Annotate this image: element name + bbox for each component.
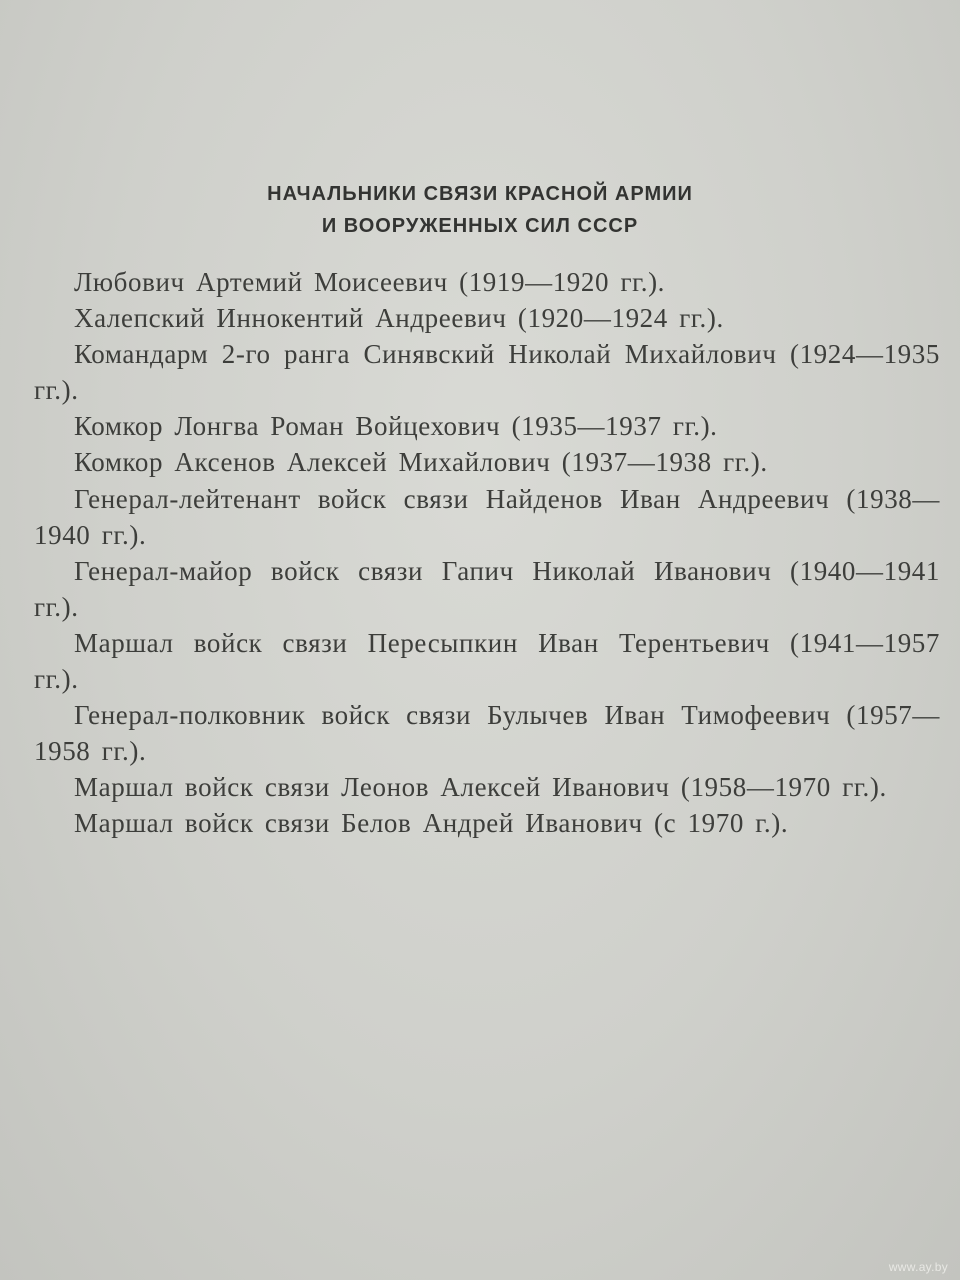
- list-item: Командарм 2-го ранга Синявский Николай Михайлович (1924—1935 гг.).: [34, 339, 940, 406]
- list-item: Генерал-лейтенант войск связи Найденов Иван Андреевич (1938—1940 гг.).: [34, 483, 940, 550]
- list-item: Маршал войск связи Пересыпкин Иван Терентьевич (1941—1957 гг.).: [34, 627, 940, 695]
- list-item: Генерал-майор войск связи Гапич Николай Иванович (1940—1941 гг.).: [34, 555, 940, 622]
- page-title: [0, 178, 960, 242]
- list-item: Маршал войск связи Белов Андрей Иванович (с 1970 г.).: [74, 808, 789, 839]
- list-item: Маршал войск связи Леонов Алексей Иванович (1958—1970 гг.).: [74, 772, 887, 803]
- list-item: Любович Артемий Моисеевич (1919—1920 гг.).: [74, 267, 666, 297]
- list-item: Комкор Лонгва Роман Войцехович (1935—1937 гг.).: [74, 411, 718, 442]
- list-item: Генерал-полковник войск связи Булычев Иван Тимофеевич (1957—1958 гг.).: [34, 700, 940, 767]
- chiefs-list: [34, 264, 940, 842]
- watermark: www.ay.by: [888, 1260, 948, 1274]
- title-line-2: И ВООРУЖЕННЫХ СИЛ СССР: [321, 215, 639, 237]
- list-item: Комкор Аксенов Алексей Михайлович (1937—1938 гг.).: [74, 447, 768, 478]
- title-line-1: НАЧАЛЬНИКИ СВЯЗИ КРАСНОЙ АРМИИ: [267, 183, 693, 205]
- list-item: Халепский Иннокентий Андреевич (1920—1924 гг.).: [74, 303, 724, 334]
